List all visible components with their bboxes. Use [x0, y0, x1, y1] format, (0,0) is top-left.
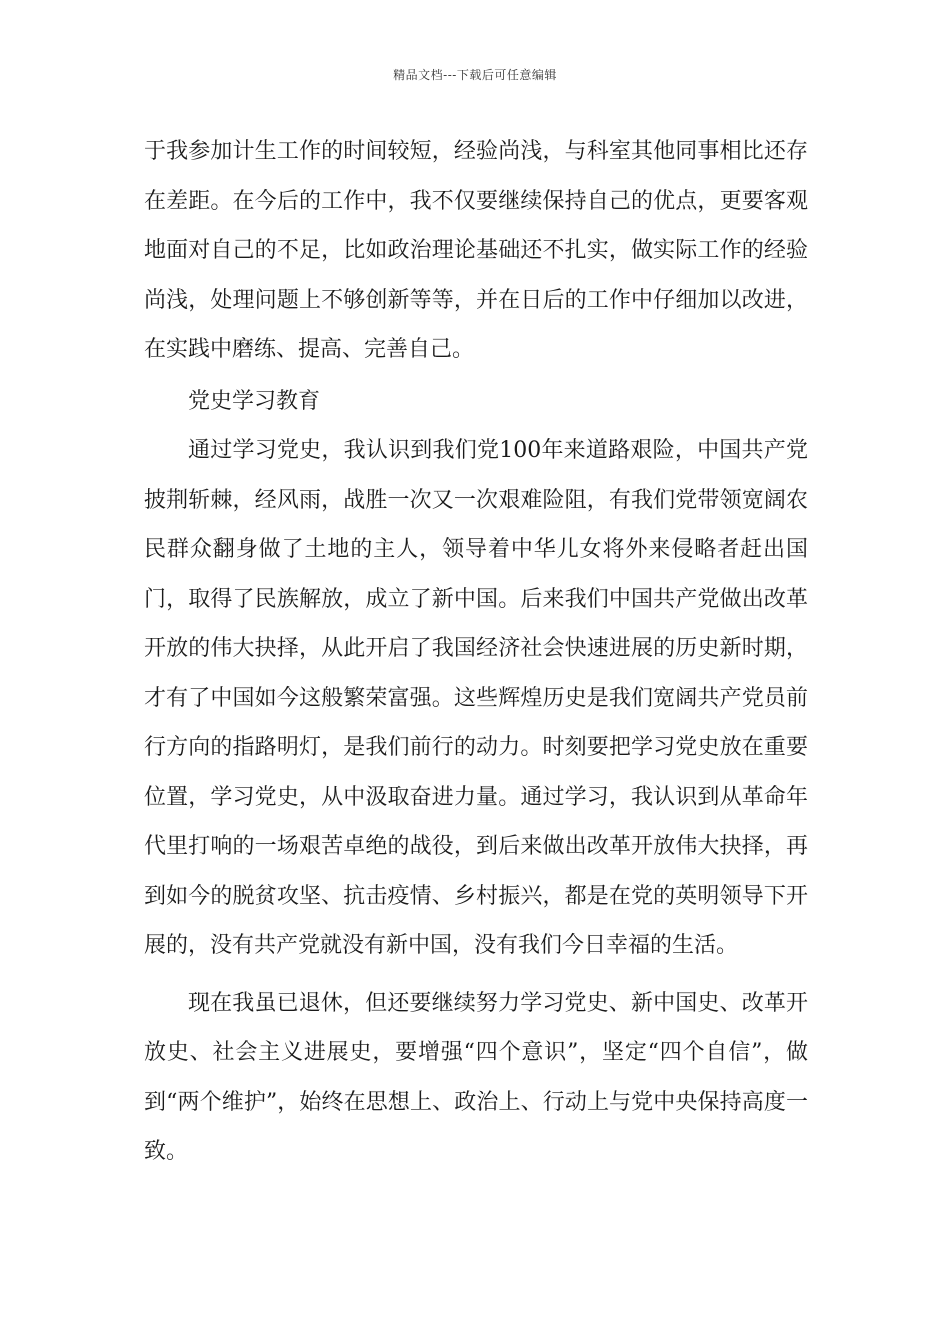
document-body [144, 127, 808, 1177]
paragraph-continued: 于我参加计生工作的时间较短，经验尚浅，与科室其他同事相比还存在差距。在今后的工作中，我不仅要继续保持自己的优点，更要客观地面对自己的不足，比如政治理论基础还不扎实，做实际工作的经验尚浅，处理问题上不够创新等等，并在日后的工作中仔细加以改进，在实践中磨练、提高、完善自己。 [144, 139, 808, 362]
section-heading: 党史学习教育 [188, 388, 321, 414]
paragraph-retirement: 现在我虽已退休，但还要继续努力学习党史、新中国史、改革开放史、社会主义进展史，要增强“四个意识”，坚定“四个自信”，做到“两个维护”，始终在思想上、政治上、行动上与党中央保持高度一致。 [144, 990, 808, 1164]
paragraph-party-history: 通过学习党史，我认识到我们党100年来道路艰险，中国共产党披荆斩棘，经风雨，战胜一次又一次艰难险阻，有我们党带领宽阔农民群众翻身做了土地的主人，领导着中华儿女将外来侵略者赶出国门，取得了民族解放，成立了新中国。后来我们中国共产党做出改革开放的伟大抉择，从此开启了我国经济社会快速进展的历史新时期，才有了中国如今这般繁荣富强。这些辉煌历史是我们宽阔共产党员前行方向的指路明灯，是我们前行的动力。时刻要把学习党史放在重要位置，学习党史，从中汲取奋进力量。通过学习，我认识到从革命年代里打响的一场艰苦卓绝的战役，到后来做出改革开放伟大抉择，再到如今的脱贫攻坚、抗击疫情、乡村振兴，都是在党的英明领导下开展的，没有共产党就没有新中国，没有我们今日幸福的生活。 [144, 438, 808, 958]
page-header: 精品文档---下载后可任意编辑 [393, 68, 557, 82]
